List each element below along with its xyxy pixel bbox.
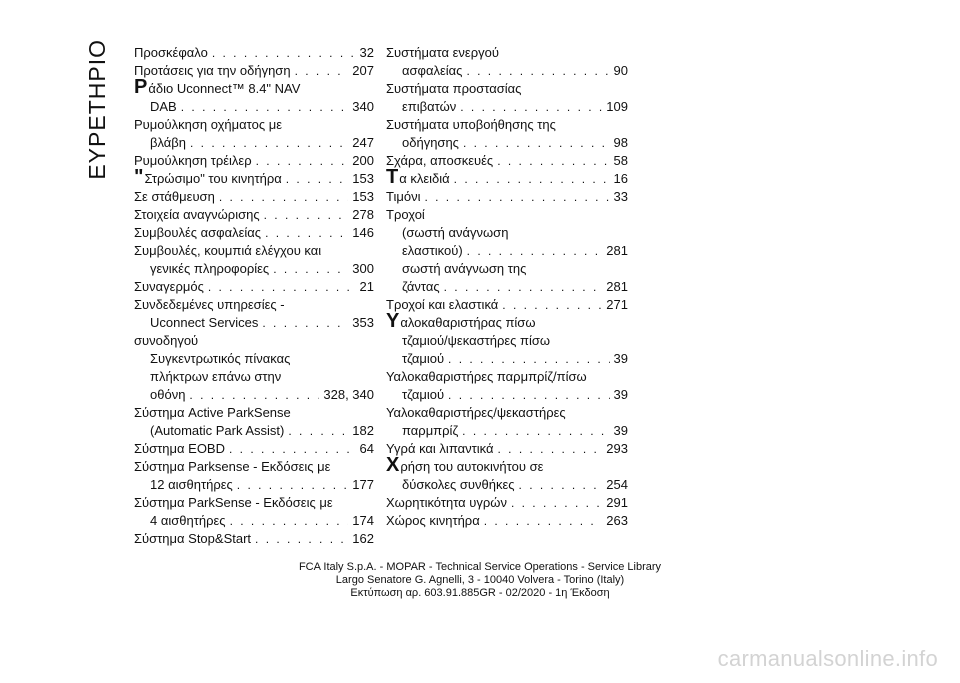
index-entry (134, 458, 374, 494)
index-entry-text: 12 αισθητήρες (150, 477, 233, 492)
page-number: 64 (359, 441, 374, 456)
index-entry-text: γενικές πληροφορίες (150, 261, 270, 276)
index-entry-text: σωστή ανάγνωση της (402, 261, 527, 276)
dot-leader (255, 530, 348, 548)
index-entry-text: (Automatic Park Assist) (150, 423, 285, 438)
index-entry-line (386, 98, 628, 116)
index-entry-text: Στοιχεία αναγνώρισης (134, 207, 260, 222)
index-side-title (80, 35, 114, 183)
dot-leader (189, 386, 319, 404)
index-entry-line (134, 512, 374, 530)
index-entry-text: ελαστικού) (402, 243, 463, 258)
index-entry (386, 116, 628, 152)
index-column-1 (134, 44, 374, 548)
dot-leader (454, 170, 610, 188)
index-entry-text: Συνδεδεμένες υπηρεσίες - (134, 297, 285, 312)
footer-line-company: FCA Italy S.p.A. - MOPAR - Technical Service Operations - Service Library (298, 561, 662, 573)
page-number: 90 (613, 63, 628, 78)
dot-leader (208, 278, 356, 296)
index-entry-text: Σχάρα, αποσκευές (386, 153, 494, 168)
dot-leader (519, 476, 603, 494)
index-entry (134, 440, 374, 458)
index-entry (134, 404, 374, 440)
index-entry-text: Τροχοί και ελαστικά (386, 297, 499, 312)
index-entry (386, 310, 628, 368)
page-number: 300 (352, 261, 374, 276)
index-entry-text: βλάβη (150, 135, 187, 150)
index-entry-text: Σύστημα ParkSense - Εκδόσεις με (134, 495, 333, 510)
index-entry-text: δύσκολες συνθήκες (402, 477, 515, 492)
index-entry (134, 152, 374, 170)
index-entry-text: τζαμιού (402, 351, 445, 366)
index-entry-line (134, 224, 374, 242)
index-entry-line (134, 166, 374, 188)
index-entry (386, 206, 628, 296)
page-number: 177 (352, 477, 374, 492)
dot-leader (264, 206, 349, 224)
index-entry-text: α κλειδιά (399, 171, 450, 186)
index-entry-text: Υαλοκαθαριστήρες/ψεκαστήρες (386, 405, 566, 420)
page-number: 340 (352, 99, 374, 114)
index-entry-line (386, 166, 628, 188)
index-entry-line (134, 314, 374, 332)
page-number: 162 (352, 531, 374, 546)
index-entry-line (134, 296, 374, 314)
index-entry-line (386, 404, 628, 422)
index-entry-text: ρήση του αυτοκινήτου σε (400, 459, 544, 474)
page-number: 328, 340 (323, 387, 374, 402)
index-entry-text: Τιμόνι (386, 189, 421, 204)
index-entry-line (134, 440, 374, 458)
page-number: 353 (352, 315, 374, 330)
index-entry-line (134, 62, 374, 80)
index-entry-line (386, 278, 628, 296)
page-number: 32 (359, 45, 374, 60)
index-entry-line (134, 116, 374, 134)
index-entry-text: Συστήματα προστασίας (386, 81, 522, 96)
page-number: 281 (606, 279, 628, 294)
index-initial-letter: " (134, 166, 144, 188)
index-entry-text: Συναγερμός (134, 279, 204, 294)
dot-leader (462, 422, 609, 440)
index-entry-line (386, 62, 628, 80)
index-entry-line (134, 260, 374, 278)
index-entry-text: 4 αισθητήρες (150, 513, 226, 528)
index-entry (386, 152, 628, 170)
index-entry-text: ζάντας (402, 279, 440, 294)
index-entry-text: Υαλοκαθαριστήρες παρμπρίζ/πίσω (386, 369, 587, 384)
index-entry-line (134, 242, 374, 260)
index-entry-text: συνοδηγού (134, 333, 199, 348)
index-initial-letter: Υ (386, 310, 400, 332)
index-entry (386, 512, 628, 530)
index-entry-line (386, 494, 628, 512)
index-entry-text: επιβατών (402, 99, 457, 114)
index-entry-text: Uconnect Services (150, 315, 259, 330)
index-entry-line (386, 296, 628, 314)
page-number: 263 (606, 513, 628, 528)
index-entry (386, 80, 628, 116)
index-entry-line (134, 494, 374, 512)
dot-leader (190, 134, 348, 152)
index-entry-text: Ρυμούλκηση τρέιλερ (134, 153, 252, 168)
index-initial-letter: Χ (386, 454, 400, 476)
index-entry (134, 530, 374, 548)
index-initial-letter: Ρ (134, 76, 148, 98)
index-entry (134, 278, 374, 296)
dot-leader (295, 62, 349, 80)
index-entry-line (386, 260, 628, 278)
index-entry-line (134, 152, 374, 170)
index-entry-line (134, 44, 374, 62)
index-entry (134, 116, 374, 152)
dot-leader (273, 260, 348, 278)
index-entry (134, 76, 374, 116)
index-entry-text: Σύστημα Active ParkSense (134, 405, 291, 420)
page-number: 153 (352, 189, 374, 204)
index-entry-line (386, 224, 628, 242)
index-column-2 (386, 44, 628, 530)
page-number: 207 (352, 63, 374, 78)
index-entry (386, 454, 628, 494)
page-number: 33 (613, 189, 628, 204)
index-entry (134, 166, 374, 188)
dot-leader (448, 386, 609, 404)
index-entry-line (386, 206, 628, 224)
index-entry-text: οθόνη (150, 387, 186, 402)
footer-line-address: Largo Senatore G. Agnelli, 3 - 10040 Volvera - Torino (Italy) (335, 574, 625, 586)
index-entry-text: άδιο Uconnect™ 8.4" NAV (148, 81, 301, 96)
index-entry-line (386, 512, 628, 530)
index-entry-text: ασφαλείας (402, 63, 463, 78)
index-entry-text: Σε στάθμευση (134, 189, 215, 204)
index-entry-text: Συστήματα ενεργού (386, 45, 499, 60)
index-entry-text: Ρυμούλκηση οχήματος με (134, 117, 282, 132)
page-number: 16 (613, 171, 628, 186)
dot-leader (448, 350, 609, 368)
index-entry (386, 188, 628, 206)
index-entry-line (134, 386, 374, 404)
index-entry-text: Χωρητικότητα υγρών (386, 495, 507, 510)
dot-leader (230, 512, 349, 530)
dot-leader (181, 98, 349, 116)
index-entry-line (386, 80, 628, 98)
index-entry-text: πλήκτρων επάνω στην (150, 369, 282, 384)
page-number: 39 (613, 387, 628, 402)
index-entry-line (134, 98, 374, 116)
page-number: 247 (352, 135, 374, 150)
page-number: 271 (606, 297, 628, 312)
index-entry-line (386, 476, 628, 494)
index-entry-line (386, 152, 628, 170)
index-entry-line (386, 368, 628, 386)
page-number: 254 (606, 477, 628, 492)
index-entry-line (386, 310, 628, 332)
page-number: 291 (606, 495, 628, 510)
index-entry-text: Προσκέφαλο (134, 45, 208, 60)
index-entry (134, 62, 374, 80)
index-entry-line (134, 476, 374, 494)
dot-leader (497, 152, 609, 170)
index-entry-text: Συγκεντρωτικός πίνακας (150, 351, 291, 366)
index-entry (386, 368, 628, 404)
index-entry (134, 296, 374, 332)
page-number: 293 (606, 441, 628, 456)
index-entry-line (134, 350, 374, 368)
index-entry-text: (σωστή ανάγνωση (402, 225, 509, 240)
index-entry (134, 224, 374, 242)
index-entry (386, 404, 628, 440)
index-entry-text: Τροχοί (386, 207, 425, 222)
dot-leader (424, 188, 609, 206)
index-entry-line (134, 422, 374, 440)
index-entry-line (386, 242, 628, 260)
index-entry-line (134, 404, 374, 422)
page-number: 182 (352, 423, 374, 438)
dot-leader (262, 314, 348, 332)
index-entry-text: αλοκαθαριστήρας πίσω (400, 315, 536, 330)
publisher-footer (200, 561, 760, 600)
index-entry-text: Προτάσεις για την οδήγηση (134, 63, 291, 78)
index-entry-text: Στρώσιμο" του κινητήρα (144, 171, 282, 186)
dot-leader (288, 422, 348, 440)
index-entry-line (134, 368, 374, 386)
index-entry-text: Σύστημα EOBD (134, 441, 225, 456)
page-number: 98 (613, 135, 628, 150)
page-number: 153 (352, 171, 374, 186)
page-number: 281 (606, 243, 628, 258)
index-entry-text: Σύστημα Stop&Start (134, 531, 252, 546)
dot-leader (265, 224, 348, 242)
index-entry (386, 440, 628, 458)
index-initial-letter: Τ (386, 166, 399, 188)
index-entry-text: τζαμιού/ψεκαστήρες πίσω (402, 333, 551, 348)
dot-leader (212, 44, 356, 62)
dot-leader (444, 278, 603, 296)
index-entry-line (386, 44, 628, 62)
index-entry-line (134, 458, 374, 476)
index-entry (134, 332, 374, 404)
index-entry-line (134, 530, 374, 548)
index-entry-line (386, 386, 628, 404)
index-entry (386, 494, 628, 512)
index-entry (134, 44, 374, 62)
dot-leader (467, 242, 603, 260)
page-number: 39 (613, 423, 628, 438)
dot-leader (484, 512, 603, 530)
dot-leader (498, 440, 603, 458)
index-entry-line (134, 332, 374, 350)
index-entry-line (386, 188, 628, 206)
dot-leader (466, 62, 609, 80)
index-entry-line (386, 350, 628, 368)
page-number: 146 (352, 225, 374, 240)
dot-leader (460, 98, 602, 116)
index-entry-line (386, 332, 628, 350)
index-entry (134, 494, 374, 530)
index-entry (134, 242, 374, 278)
index-entry-line (386, 440, 628, 458)
index-title-text: ΕΥΡΕΤΗΡΙΟ (83, 38, 110, 180)
index-entry-text: τζαμιού (402, 387, 445, 402)
index-entry (134, 188, 374, 206)
index-entry-text: Συστήματα υποβοήθησης της (386, 117, 556, 132)
dot-leader (237, 476, 349, 494)
index-entry-line (386, 116, 628, 134)
dot-leader (502, 296, 602, 314)
index-entry-line (134, 206, 374, 224)
index-entry-text: παρμπρίζ (402, 423, 459, 438)
footer-line-print-info: Εκτύπωση αρ. 603.91.885GR - 02/2020 - 1η Έκδοση (350, 587, 610, 599)
page-number: 200 (352, 153, 374, 168)
index-entry-text: Υγρά και λιπαντικά (386, 441, 494, 456)
index-entry-line (134, 76, 374, 98)
index-entry-text: Χώρος κινητήρα (386, 513, 480, 528)
page-number: 109 (606, 99, 628, 114)
dot-leader (219, 188, 348, 206)
dot-leader (229, 440, 356, 458)
dot-leader (511, 494, 602, 512)
page-number: 174 (352, 513, 374, 528)
dot-leader (463, 134, 610, 152)
index-entry-text: Συμβουλές ασφαλείας (134, 225, 262, 240)
index-entry (386, 166, 628, 188)
index-entry (386, 296, 628, 314)
index-entry (134, 206, 374, 224)
index-entry-line (386, 134, 628, 152)
index-entry-line (134, 188, 374, 206)
page-number: 39 (613, 351, 628, 366)
index-entry-line (134, 278, 374, 296)
dot-leader (286, 170, 349, 188)
dot-leader (256, 152, 349, 170)
index-entry-text: Σύστημα Parksense - Εκδόσεις με (134, 459, 331, 474)
index-entry-line (386, 454, 628, 476)
page-number: 21 (359, 279, 374, 294)
index-entry-text: οδήγησης (402, 135, 459, 150)
index-entry-line (134, 134, 374, 152)
page-number: 58 (613, 153, 628, 168)
watermark: carmanualsonline.info (717, 646, 938, 671)
index-entry-line (386, 422, 628, 440)
index-entry-text: Συμβουλές, κουμπιά ελέγχου και (134, 243, 322, 258)
index-entry-text: DAB (150, 99, 177, 114)
page-number: 278 (352, 207, 374, 222)
index-entry (386, 44, 628, 80)
